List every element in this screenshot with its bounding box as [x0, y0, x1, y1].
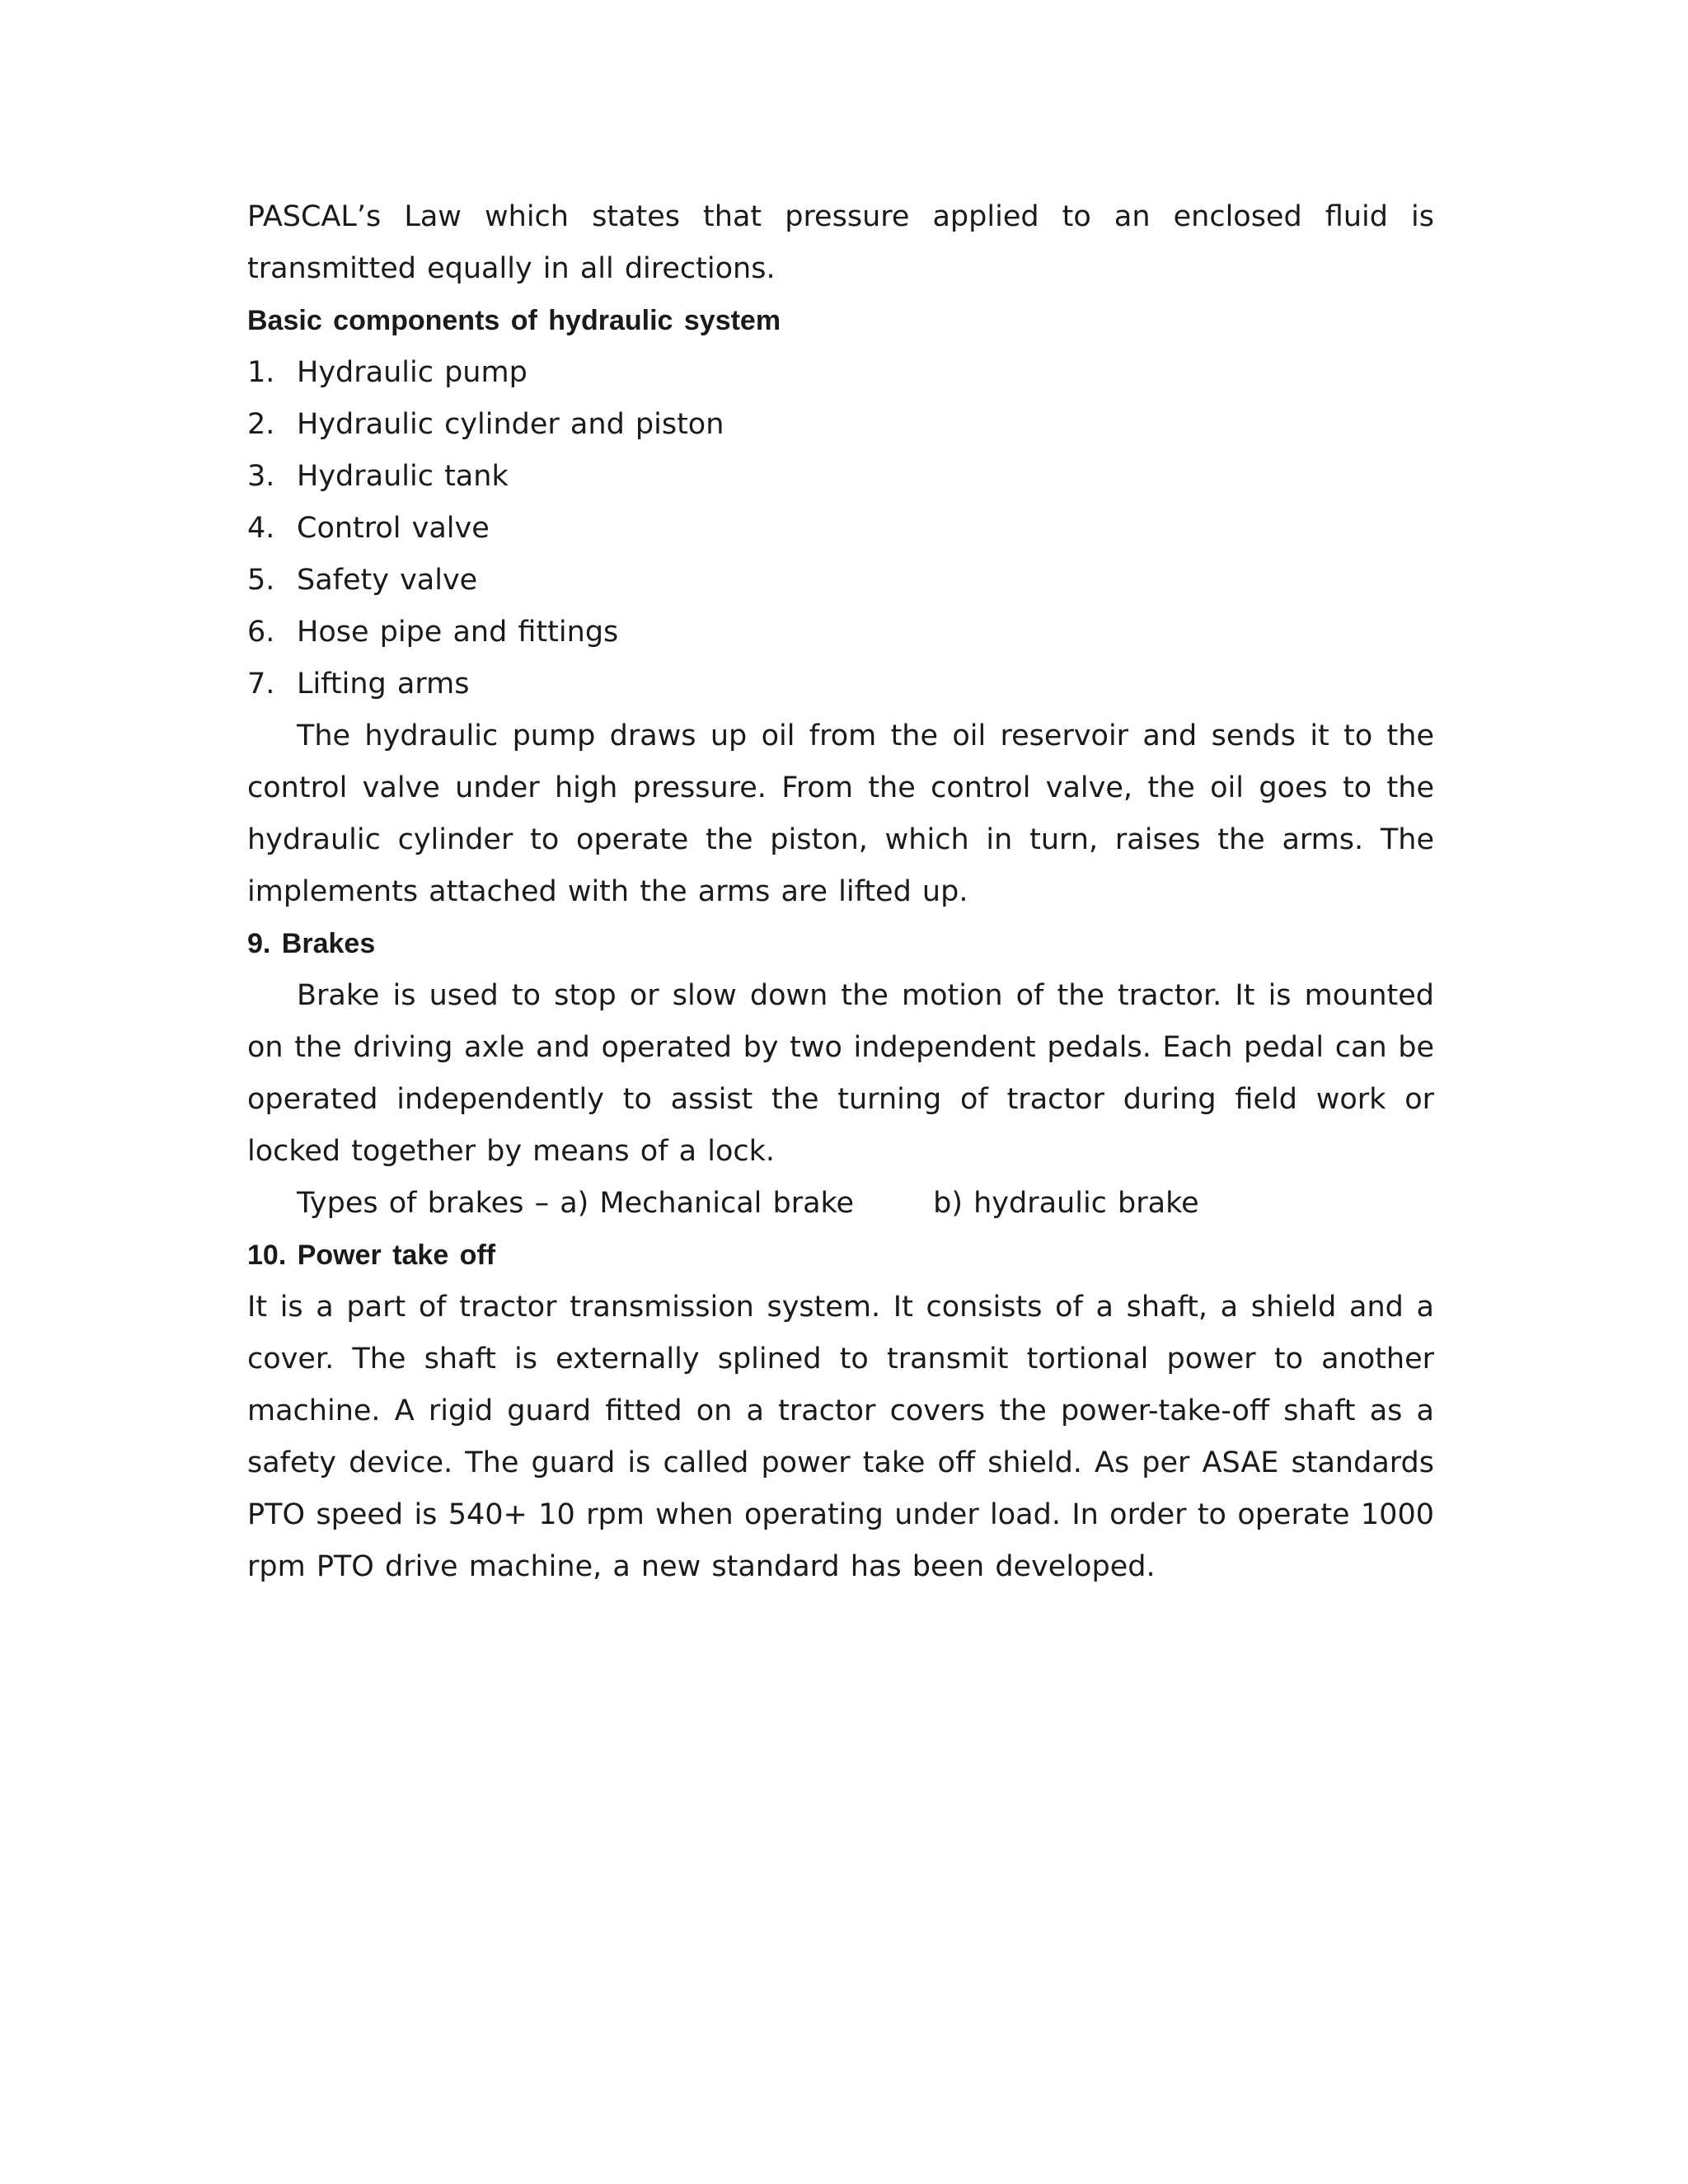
- list-item: [247, 555, 1434, 607]
- components-heading: Basic components of hydraulic system: [247, 305, 781, 336]
- pto-heading: 10. Power take off: [247, 1240, 496, 1271]
- list-item: [247, 658, 1434, 710]
- list-item-label: Hydraulic pump: [297, 356, 528, 389]
- brakes-heading: 9. Brakes: [247, 928, 376, 959]
- pto-paragraph: It is a part of tractor transmission system. It consists of a shaft, a shield and a cover. The shaft is externally splined to transmit tortional power to another machine. A rigid guard fitted on a tractor covers the power-take-off shaft as a safety device. The guard is called power take off shield. As per ASAE standards PTO speed is 540+ 10 rpm when operating under load. In order to operate 1000 rpm PTO drive machine, a new standard has been developed.: [247, 1291, 1434, 1583]
- list-item-label: Hydraulic tank: [297, 460, 509, 493]
- list-item-number: 2.: [247, 408, 275, 441]
- list-item-label: Control valve: [297, 512, 490, 545]
- list-item-number: 7.: [247, 668, 275, 701]
- brakes-paragraph: Brake is used to stop or slow down the motion of the tractor. It is mounted on the driving axle and operated by two independent pedals. Each pedal can be operated independently to assist the turning of tractor during field work or locked together by means of a lock.: [247, 979, 1434, 1168]
- list-item: [247, 607, 1434, 658]
- intro-paragraph: PASCAL’s Law which states that pressure applied to an enclosed fluid is transmitted equally in all directions.: [247, 200, 1434, 285]
- list-item: [247, 347, 1434, 399]
- components-list: [247, 347, 1434, 710]
- hydraulic-paragraph: The hydraulic pump draws up oil from the oil reservoir and sends it to the control valve under high pressure. From the control valve, the oil goes to the hydraulic cylinder to operate the piston, which in turn, raises the arms. The implements attached with the arms are lifted up.: [247, 719, 1434, 908]
- list-item-number: 6.: [247, 616, 275, 649]
- list-item-label: Hydraulic cylinder and piston: [297, 408, 724, 441]
- brake-types-line: [247, 1178, 1434, 1230]
- list-item: [247, 399, 1434, 451]
- brake-type-mechanical: Types of brakes – a) Mechanical brake: [297, 1187, 855, 1220]
- list-item-number: 3.: [247, 460, 275, 493]
- list-item-label: Hose pipe and fittings: [297, 616, 619, 649]
- list-item-number: 5.: [247, 564, 275, 597]
- list-item-label: Lifting arms: [297, 668, 470, 701]
- document-page: [247, 191, 1434, 1593]
- list-item-number: 1.: [247, 356, 275, 389]
- list-item-number: 4.: [247, 512, 275, 545]
- list-item: [247, 451, 1434, 503]
- list-item-label: Safety valve: [297, 564, 478, 597]
- list-item: [247, 503, 1434, 555]
- brake-type-hydraulic: b) hydraulic brake: [933, 1187, 1199, 1220]
